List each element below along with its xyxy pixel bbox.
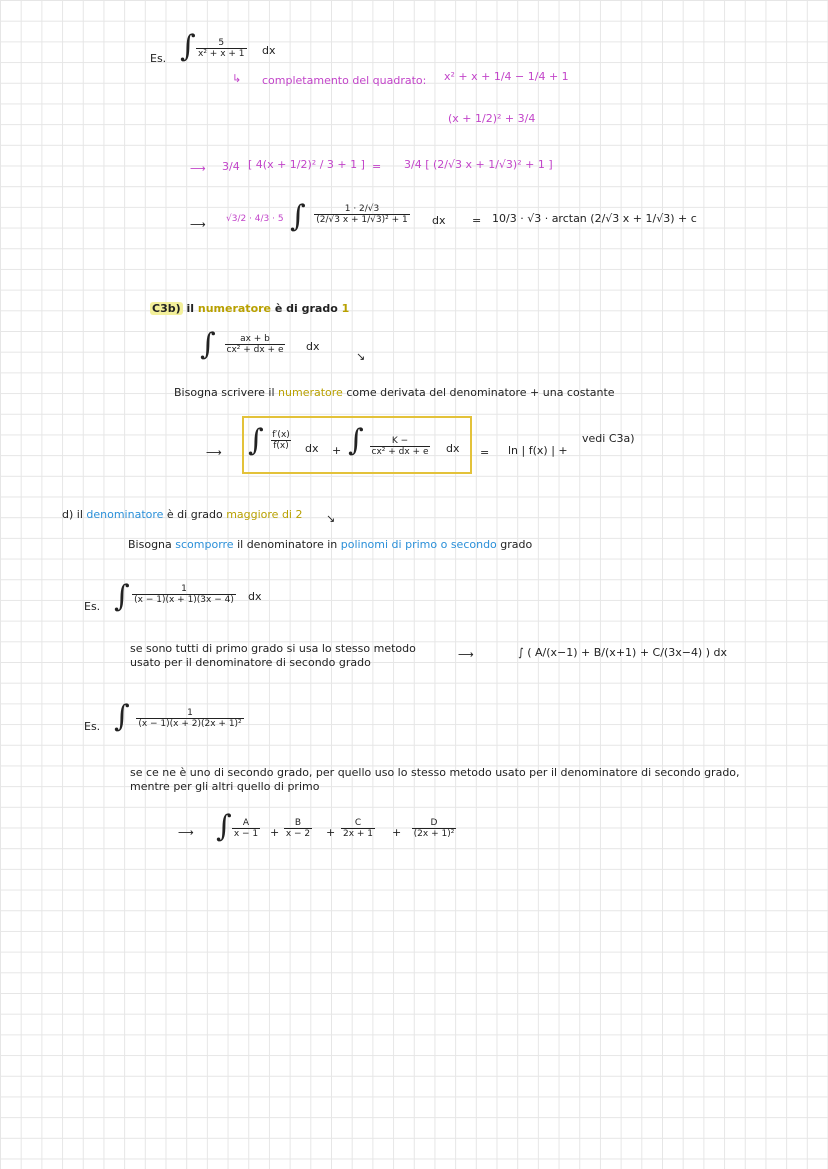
numerator: A: [242, 818, 250, 828]
title-degree: maggiore di 2: [226, 508, 303, 521]
title-text: d) il: [62, 508, 83, 521]
note-text: Bisogna scrivere il: [174, 386, 275, 399]
integral-sign: ∫: [248, 423, 264, 458]
example-label-3: Es.: [84, 720, 101, 733]
denominator: x − 1: [233, 829, 259, 840]
term-d: [410, 818, 458, 840]
integrand-fraction: [196, 38, 247, 60]
plus-sign: +: [326, 826, 336, 839]
numerator: B: [294, 818, 302, 828]
section-title-d: [62, 508, 302, 521]
note-line-1: se ce ne è uno di secondo grado, per quello uso lo stesso metodo usato per il denominatore di secondo grado,: [130, 766, 740, 779]
derivative-fraction: [262, 430, 300, 452]
note-text: Bisogna: [128, 538, 172, 551]
see-reference: vedi C3a): [582, 432, 635, 445]
note-text: il denominatore in: [237, 538, 338, 551]
section-title-c3b: [150, 302, 349, 315]
numerator: K −: [391, 436, 409, 446]
example-label-1: Es.: [150, 52, 167, 65]
integrand-fraction: [130, 708, 250, 730]
arrow-icon: ⟶: [206, 446, 222, 459]
plus-sign: +: [270, 826, 280, 839]
completion-expression: x² + x + 1/4 − 1/4 + 1: [444, 70, 569, 83]
denominator: (2x + 1)²: [413, 829, 455, 840]
step1-result: 3/4 [ (2/√3 x + 1/√3)² + 1 ]: [404, 158, 553, 171]
example-label-2: Es.: [84, 600, 101, 613]
denominator: (x − 1)(x + 1)(3x − 4): [134, 595, 234, 606]
numerator: f′(x): [272, 430, 290, 440]
note-highlight: numeratore: [278, 386, 343, 399]
integral-sign: ∫: [180, 29, 196, 64]
log-result: ln | f(x) | +: [508, 444, 568, 457]
integrand-fraction: [130, 584, 238, 606]
integral-sign: ∫: [348, 423, 364, 458]
arrow-icon: ↳: [232, 72, 242, 85]
denominator: (2/√3 x + 1/√3)² + 1: [316, 215, 408, 226]
note-highlight: scomporre: [175, 538, 234, 551]
integral-sign: ∫: [114, 699, 130, 734]
title-highlight: numeratore: [197, 302, 272, 315]
denominator: cx² + dx + e: [226, 345, 284, 356]
dx-label: dx: [248, 590, 262, 603]
arrow-icon: ⟶: [190, 162, 206, 175]
title-text: il: [186, 302, 195, 315]
denominator: cx² + dx + e: [371, 447, 429, 458]
equals-sign: =: [480, 446, 490, 459]
numerator: 5: [218, 38, 225, 48]
title-text: è di grado: [274, 302, 338, 315]
dx-label: dx: [432, 214, 446, 227]
note-line-2: usato per il denominatore di secondo grado: [130, 656, 371, 669]
note-highlight: polinomi di primo o secondo: [340, 538, 497, 551]
title-highlight: denominatore: [86, 508, 164, 521]
numerator: ax + b: [240, 334, 270, 344]
section-prefix: C3b): [152, 302, 181, 315]
denominator: 2x + 1: [342, 829, 374, 840]
dx-label: dx: [306, 340, 320, 353]
numerator: D: [430, 818, 438, 828]
bracket-expression: [ 4(x + 1/2)² / 3 + 1 ]: [248, 158, 365, 171]
term-c: [340, 818, 376, 840]
coefficient: √3/2 · 4/3 · 5: [226, 214, 284, 224]
dx-label: dx: [305, 442, 319, 455]
completion-label: completamento del quadrato:: [262, 74, 427, 87]
plus-sign: +: [332, 444, 342, 457]
denominator: (x − 1)(x + 2)(2x + 1)²: [138, 719, 242, 730]
coefficient: 3/4: [222, 160, 240, 173]
denominator: x − 2: [285, 829, 311, 840]
curved-arrow-icon: ↘: [356, 350, 366, 363]
numerator: 1 · 2/√3: [344, 204, 380, 214]
note-text: come derivata del denominatore + una costante: [346, 386, 615, 399]
numerator: 1: [187, 708, 193, 718]
term-b: [284, 818, 312, 840]
c3b-note: [174, 386, 615, 399]
integral-sign: ∫: [114, 579, 130, 614]
equals-sign: =: [372, 160, 382, 173]
curved-arrow-icon: ↘: [326, 512, 336, 525]
integral-sign: ∫: [216, 809, 232, 844]
d-note: [128, 538, 532, 551]
partial-fraction-result: ∫ ( A/(x−1) + B/(x+1) + C/(3x−4) ) dx: [518, 646, 728, 659]
completion-result: (x + 1/2)² + 3/4: [448, 112, 536, 125]
arrow-icon: ⟶: [178, 826, 194, 839]
integral-sign: ∫: [200, 327, 216, 362]
note-line-2: mentre per gli altri quello di primo: [130, 780, 320, 793]
integrand-fraction: [218, 334, 292, 356]
denominator: f(x): [273, 441, 289, 452]
integrand-fraction: [310, 204, 414, 226]
note-text: grado: [500, 538, 533, 551]
title-degree: 1: [341, 302, 350, 315]
term-a: [232, 818, 260, 840]
numerator: C: [354, 818, 362, 828]
dx-label: dx: [262, 44, 276, 57]
numerator: 1: [181, 584, 187, 594]
arrow-icon: ⟶: [458, 648, 474, 661]
step2-result: 10/3 · √3 · arctan (2/√3 x + 1/√3) + c: [492, 212, 697, 225]
arrow-icon: ⟶: [190, 218, 206, 231]
denominator: x² + x + 1: [198, 49, 245, 60]
plus-sign: +: [392, 826, 402, 839]
dx-label: dx: [446, 442, 460, 455]
integral-sign: ∫: [290, 199, 306, 234]
title-text: è di grado: [166, 508, 223, 521]
note-line-1: se sono tutti di primo grado si usa lo stesso metodo: [130, 642, 416, 655]
constant-fraction: [364, 436, 436, 458]
equals-sign: =: [472, 214, 482, 227]
